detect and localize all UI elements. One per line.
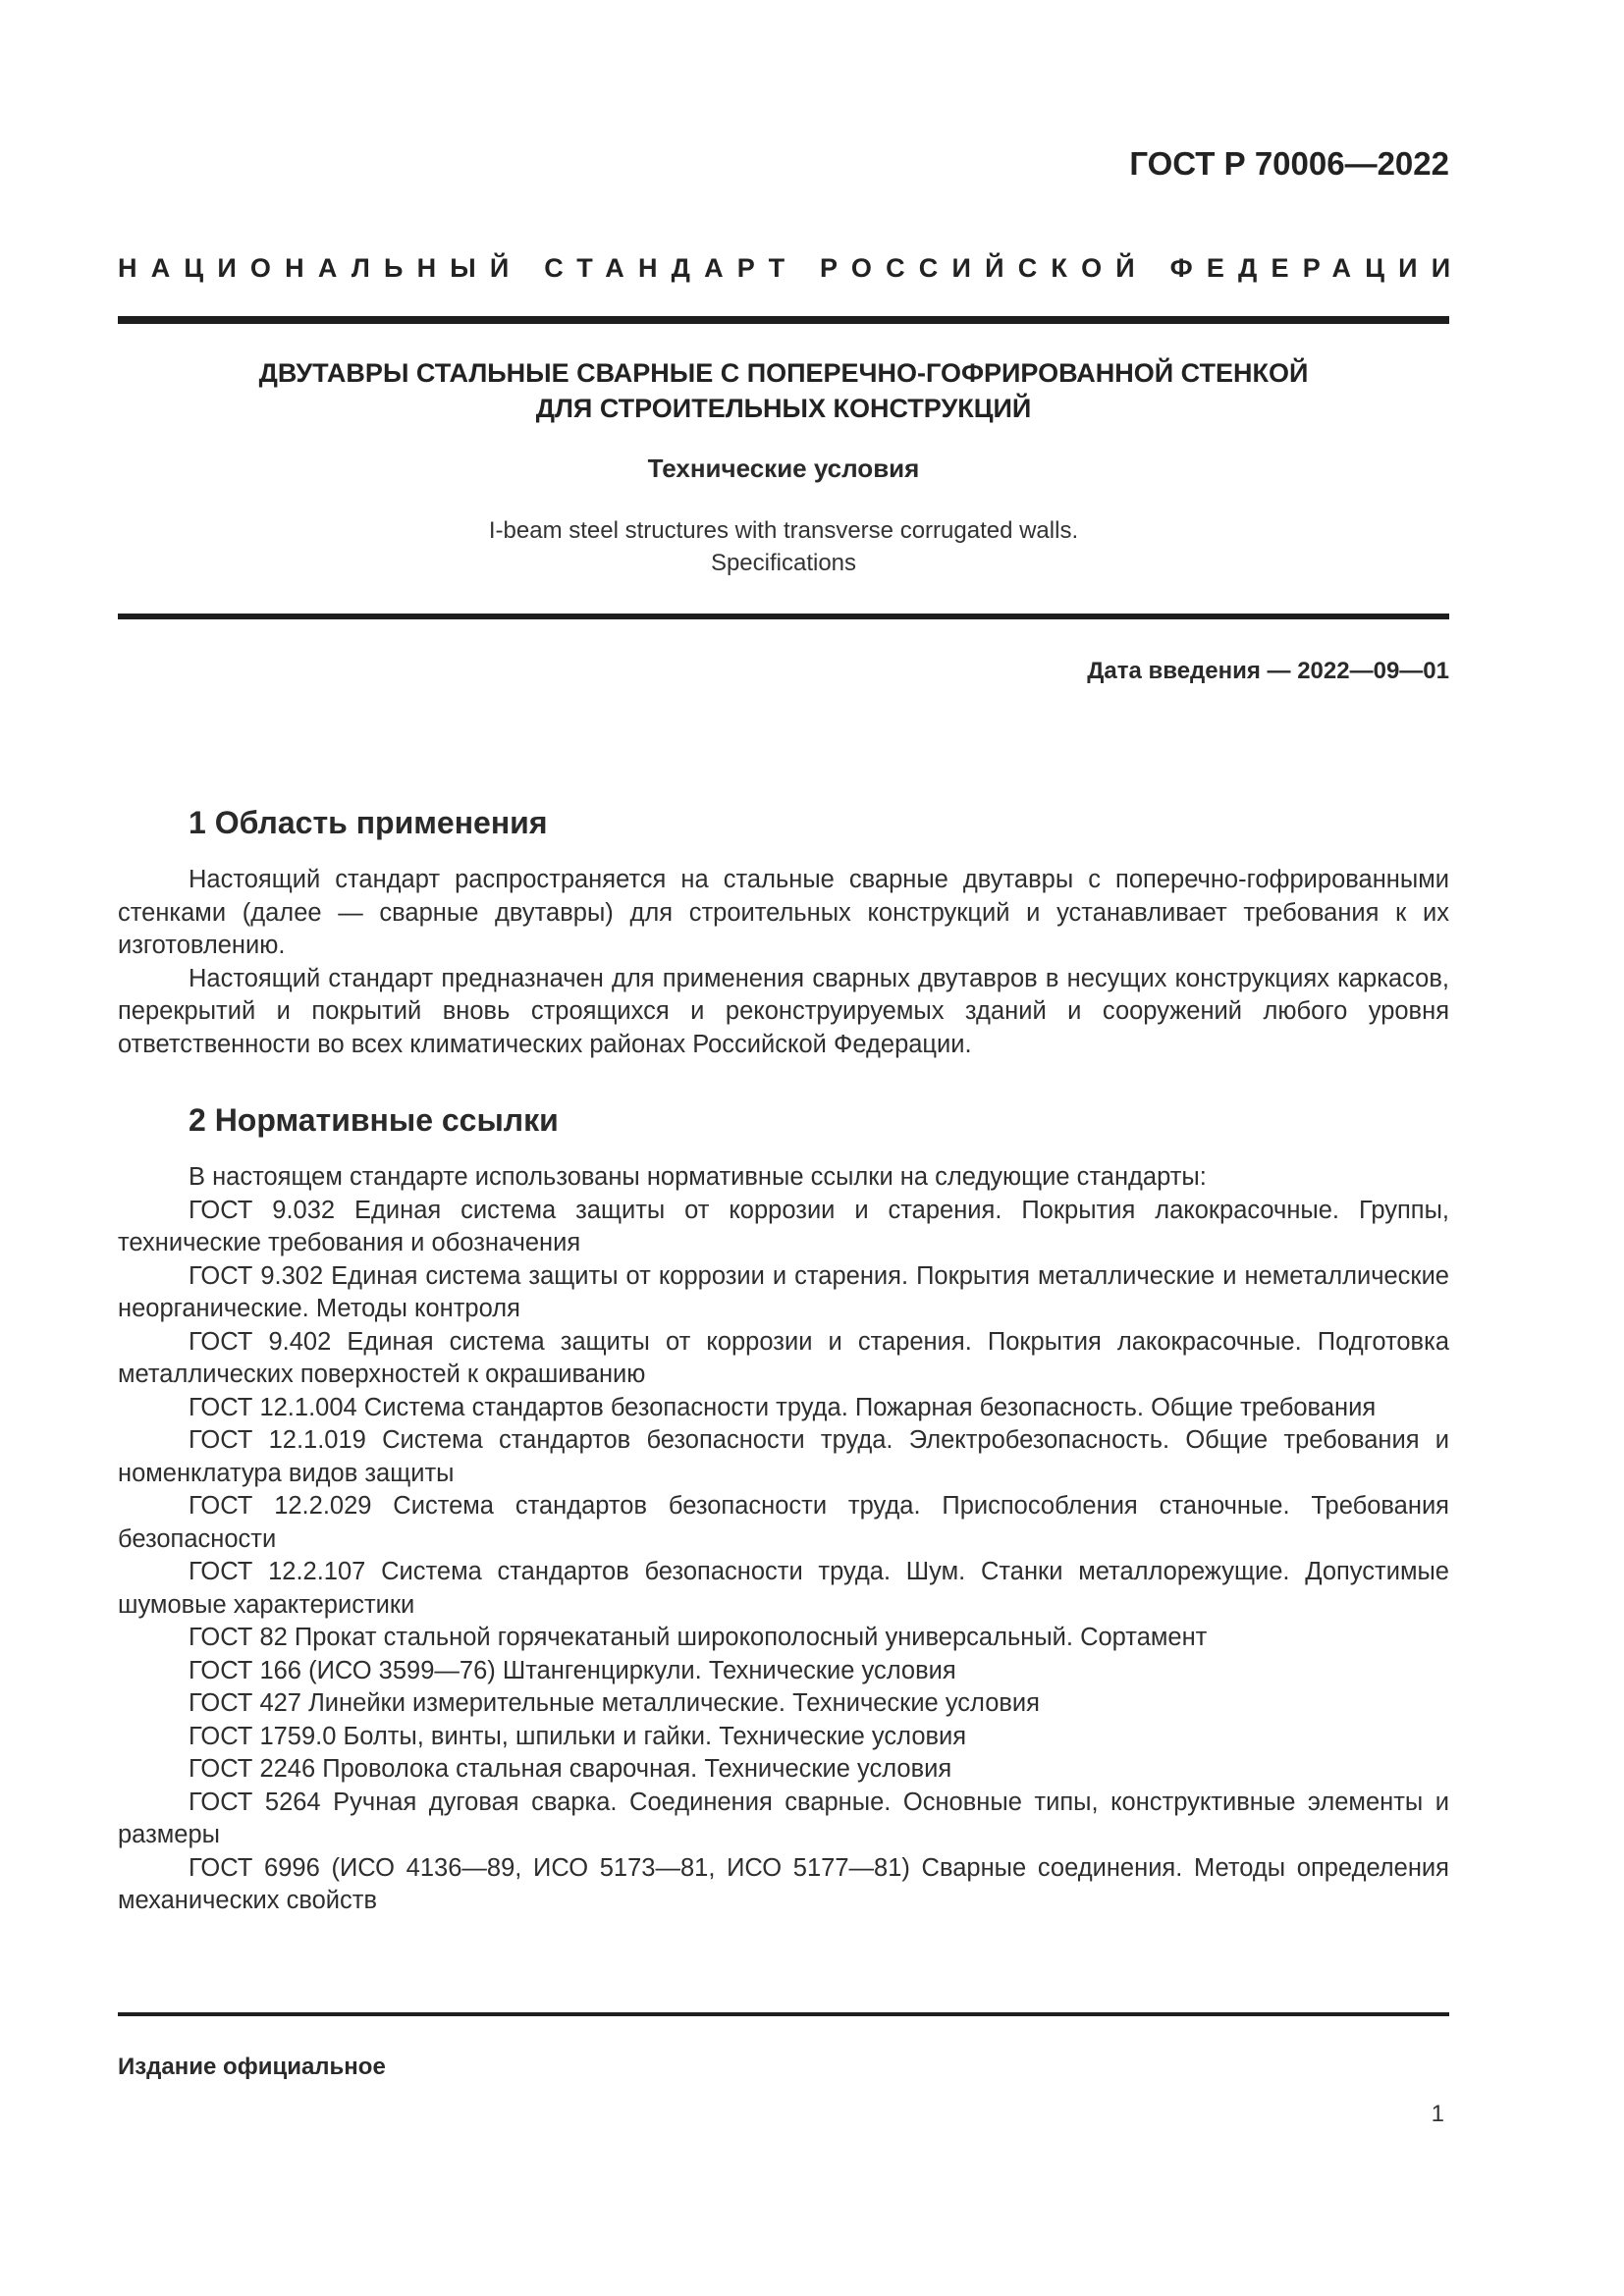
english-title-line-2: Specifications bbox=[710, 550, 857, 576]
reference-item: ГОСТ 9.302 Единая система защиты от коррозии и старения. Покрытия металлические и неметаллические неорганические. Методы контроля bbox=[118, 1261, 1449, 1322]
english-title-line-1: I-beam steel structures with transverse corrugated walls. bbox=[488, 517, 1079, 544]
official-edition-label: Издание официальное bbox=[118, 2054, 386, 2080]
top-divider bbox=[118, 316, 1449, 324]
paragraph: Настоящий стандарт распространяется на стальные сварные двутавры с поперечно-гофрированными стенками (далее — сварные двутавры) для строительных конструкций и устанавливает требования к их изготовлению. bbox=[118, 866, 1449, 959]
reference-item: ГОСТ 12.1.019 Система стандартов безопасности труда. Электробезопасность. Общие требования и номенклатура видов защиты bbox=[118, 1426, 1449, 1487]
reference-item: ГОСТ 12.2.107 Система стандартов безопасности труда. Шум. Станки металлорежущие. Допустимые шумовые характеристики bbox=[118, 1558, 1449, 1619]
reference-item: ГОСТ 9.032 Единая система защиты от коррозии и старения. Покрытия лакокрасочные. Группы, технические требования и обозначения bbox=[118, 1196, 1449, 1256]
standard-number: ГОСТ Р 70006—2022 bbox=[1129, 145, 1449, 182]
section-heading: 1 Область применения bbox=[189, 805, 548, 840]
main-content bbox=[118, 803, 1449, 1957]
reference-item: ГОСТ 5264 Ручная дуговая сварка. Соединения сварные. Основные типы, конструктивные элементы и размеры bbox=[118, 1788, 1449, 1848]
title-line-2: ДЛЯ СТРОИТЕЛЬНЫХ КОНСТРУКЦИЙ bbox=[535, 394, 1032, 423]
title-divider bbox=[118, 614, 1449, 619]
title-line-1: ДВУТАВРЫ СТАЛЬНЫЕ СВАРНЫЕ С ПОПЕРЕЧНО-ГОФРИРОВАННОЙ СТЕНКОЙ bbox=[258, 358, 1309, 388]
reference-item: ГОСТ 2246 Проволока стальная сварочная. Технические условия bbox=[189, 1755, 952, 1783]
reference-item: ГОСТ 12.1.004 Система стандартов безопасности труда. Пожарная безопасность. Общие требования bbox=[189, 1393, 1377, 1421]
introduction-date: Дата введения — 2022—09—01 bbox=[1087, 658, 1449, 684]
national-standard-heading: НАЦИОНАЛЬНЫЙ СТАНДАРТ РОССИЙСКОЙ ФЕДЕРАЦИИ bbox=[118, 253, 1465, 283]
reference-item: ГОСТ 1759.0 Болты, винты, шпильки и гайки. Технические условия bbox=[189, 1722, 967, 1750]
reference-item: ГОСТ 82 Прокат стальной горячекатаный широкополосный универсальный. Сортамент bbox=[189, 1624, 1208, 1651]
paragraph: Настоящий стандарт предназначен для применения сварных двутавров в несущих конструкциях каркасов, перекрытий и покрытий вновь строящихся и реконструируемых зданий и сооружений любого уровня ответственности во всех климатических районах Российской Федерации. bbox=[118, 964, 1449, 1058]
reference-item: ГОСТ 6996 (ИСО 4136—89, ИСО 5173—81, ИСО 5177—81) Сварные соединения. Методы определения механических свойств bbox=[118, 1853, 1449, 1914]
reference-item: ГОСТ 9.402 Единая система защиты от коррозии и старения. Покрытия лакокрасочные. Подготовка металлических поверхностей к окрашиванию bbox=[118, 1327, 1449, 1388]
reference-item: ГОСТ 166 (ИСО 3599—76) Штангенциркули. Технические условия bbox=[189, 1656, 956, 1684]
reference-item: ГОСТ 12.2.029 Система стандартов безопасности труда. Приспособления станочные. Требования безопасности bbox=[118, 1492, 1449, 1553]
page-number: 1 bbox=[1431, 2101, 1444, 2127]
section-scope bbox=[118, 803, 1449, 1061]
section-normative-references bbox=[118, 1100, 1449, 1918]
section-heading: 2 Нормативные ссылки bbox=[189, 1102, 559, 1138]
references-intro: В настоящем стандарте использованы нормативные ссылки на следующие стандарты: bbox=[189, 1163, 1207, 1191]
english-title bbox=[118, 514, 1449, 579]
document-title bbox=[118, 355, 1449, 426]
reference-item: ГОСТ 427 Линейки измерительные металлические. Технические условия bbox=[189, 1689, 1040, 1717]
footer-divider bbox=[118, 2012, 1449, 2016]
document-subtitle: Технические условия bbox=[647, 454, 920, 483]
